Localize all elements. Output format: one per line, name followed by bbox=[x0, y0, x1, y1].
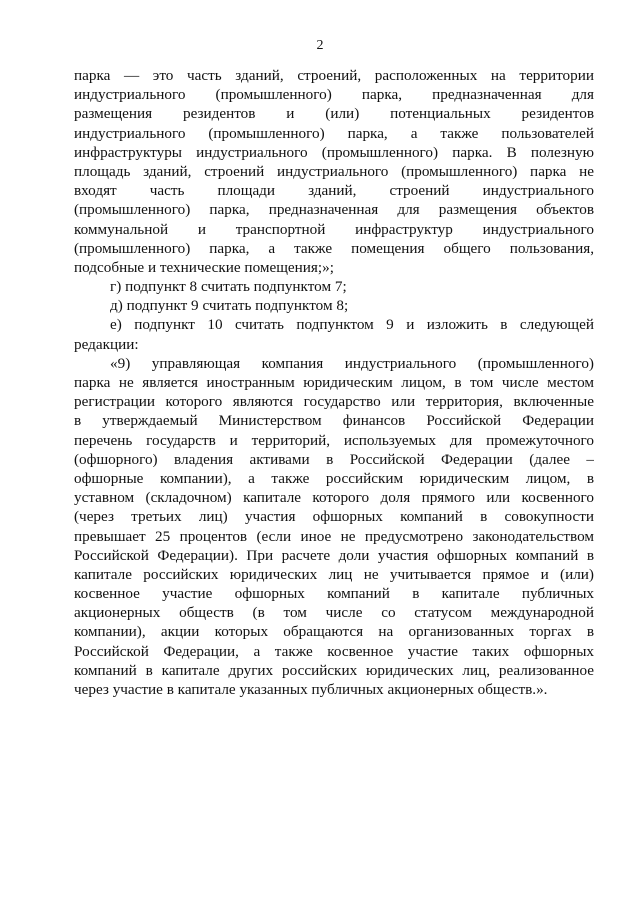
document-body bbox=[74, 66, 594, 699]
text-line: коммунальной и транспортной инфраструктур индустриального bbox=[74, 220, 594, 238]
text-line: акционерных обществ (в том числе со статусом международной bbox=[74, 604, 594, 622]
text-line: входят часть площади зданий, строений индустриального bbox=[74, 182, 594, 200]
text-line: через участие в капитале указанных публичных акционерных обществ.». bbox=[74, 681, 548, 698]
text-line: (через третьих лиц) участия офшорных компаний в совокупности bbox=[74, 508, 594, 526]
text-line: в утверждаемый Министерством финансов Российской Федерации bbox=[74, 412, 594, 430]
text-line: редакции: bbox=[74, 335, 139, 353]
text-line: Российской Федерации). При расчете доли участия офшорных компаний в bbox=[74, 546, 594, 564]
text-line: (промышленного) парка, а также помещения общего пользования, bbox=[74, 239, 594, 257]
text-line: парка — это часть зданий, строений, расположенных на территории bbox=[74, 67, 594, 84]
text-line: г) подпункт 8 считать подпунктом 7; bbox=[110, 278, 347, 296]
text-line: компаний в капитале других российских юридических лиц, реализованное bbox=[74, 661, 594, 679]
text-line: капитале российских юридических лиц не учитывается прямое и (или) bbox=[74, 565, 594, 583]
text-line: офшорные компании), а также российским юридическим лицом, в bbox=[74, 469, 594, 487]
text-line: перечень государств и территорий, используемых для промежуточного bbox=[74, 431, 594, 449]
text-line: д) подпункт 9 считать подпунктом 8; bbox=[110, 297, 349, 315]
text-line: площадь зданий, строений индустриального (промышленного) парка не bbox=[74, 162, 594, 180]
text-line: косвенное участие офшорных компаний в капитале публичных bbox=[74, 585, 594, 603]
text-line: «9) управляющая компания индустриального (промышленного) bbox=[110, 354, 594, 372]
text-line: регистрации которого являются государство или территория, включенные bbox=[74, 393, 594, 411]
text-line: е) подпункт 10 считать подпунктом 9 и изложить в следующей bbox=[110, 316, 594, 334]
text-line: подсобные и технические помещения;»; bbox=[74, 258, 334, 276]
text-line: Российской Федерации, а также косвенное участие таких офшорных bbox=[74, 642, 594, 660]
text-line: (офшорного) владения активами в Российской Федерации (далее – bbox=[74, 450, 594, 468]
text-line: уставном (складочном) капитале которого доля прямого или косвенного bbox=[74, 489, 594, 507]
text-line: превышает 25 процентов (если иное не предусмотрено законодательством bbox=[74, 527, 594, 545]
text-line: инфраструктуры индустриального (промышленного) парка. В полезную bbox=[74, 143, 594, 161]
page-number: 2 bbox=[316, 38, 324, 53]
text-line: (промышленного) парка, предназначенная для размещения объектов bbox=[74, 201, 594, 219]
text-line: парка не является иностранным юридическим лицом, в том числе местом bbox=[74, 374, 594, 391]
text-line: компании), акции которых обращаются на организованных торгах в bbox=[74, 623, 594, 641]
text-line: индустриального (промышленного) парка, предназначенная для bbox=[74, 86, 594, 104]
text-line: размещения резидентов и (или) потенциальных резидентов bbox=[74, 105, 594, 123]
text-line: индустриального (промышленного) парка, а также пользователей bbox=[74, 124, 594, 142]
